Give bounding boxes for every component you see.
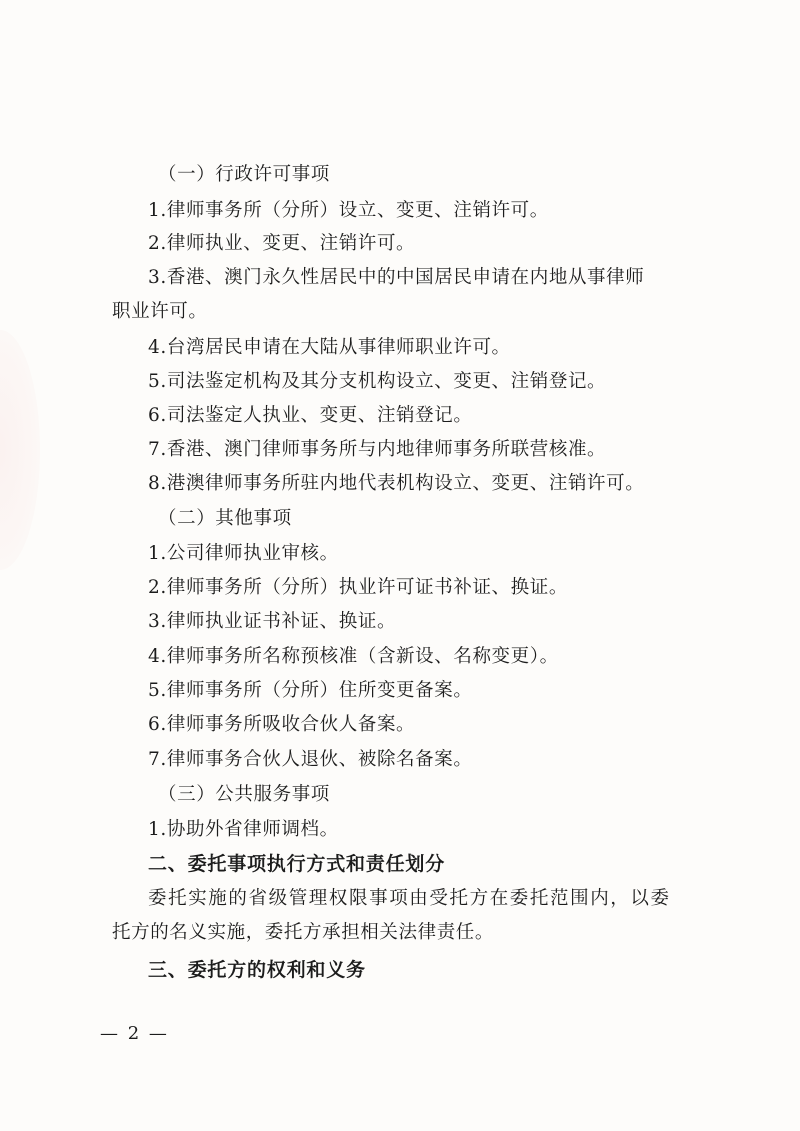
list-item: 7.律师事务合伙人退伙、被除名备案。 bbox=[148, 749, 473, 770]
list-item: 7.香港、澳门律师事务所与内地律师事务所联营核准。 bbox=[148, 439, 607, 460]
paragraph-line-continuation: 托方的名义实施，委托方承担相关法律责任。 bbox=[112, 922, 495, 943]
list-item: 4.台湾居民申请在大陆从事律师职业许可。 bbox=[148, 337, 511, 358]
list-item: 5.律师事务所（分所）住所变更备案。 bbox=[148, 680, 473, 701]
list-item: 5.司法鉴定机构及其分支机构设立、变更、注销登记。 bbox=[148, 371, 607, 392]
list-item: 1.协助外省律师调档。 bbox=[148, 819, 339, 840]
list-item: 1.律师事务所（分所）设立、变更、注销许可。 bbox=[148, 200, 549, 221]
heading-delegation-method: 二、委托事项执行方式和责任划分 bbox=[148, 853, 446, 875]
list-item: 4.律师事务所名称预核准（含新设、名称变更）。 bbox=[148, 646, 559, 667]
list-item: 6.律师事务所吸收合伙人备案。 bbox=[148, 714, 416, 735]
list-item: 3.香港、澳门永久性居民中的中国居民申请在内地从事律师 bbox=[148, 267, 645, 288]
list-item: 3.律师执业证书补证、换证。 bbox=[148, 611, 397, 632]
page-number: — 2 — bbox=[100, 1023, 169, 1044]
list-item: 1.公司律师执业审核。 bbox=[148, 543, 339, 564]
red-seal-edge bbox=[0, 330, 40, 570]
paragraph-line: 委托实施的省级管理权限事项由受托方在委托范围内，以委 bbox=[148, 888, 671, 909]
list-item: 2.律师事务所（分所）执业许可证书补证、换证。 bbox=[148, 577, 568, 598]
section-title-other: （二）其他事项 bbox=[158, 508, 292, 529]
section-title-public-service: （三）公共服务事项 bbox=[158, 784, 330, 805]
list-item-continuation: 职业许可。 bbox=[112, 301, 208, 322]
list-item: 2.律师执业、变更、注销许可。 bbox=[148, 233, 416, 254]
heading-delegator-rights: 三、委托方的权利和义务 bbox=[148, 959, 366, 981]
list-item: 8.港澳律师事务所驻内地代表机构设立、变更、注销许可。 bbox=[148, 473, 645, 494]
list-item: 6.司法鉴定人执业、变更、注销登记。 bbox=[148, 405, 473, 426]
section-title-admin-license: （一）行政许可事项 bbox=[158, 164, 330, 185]
